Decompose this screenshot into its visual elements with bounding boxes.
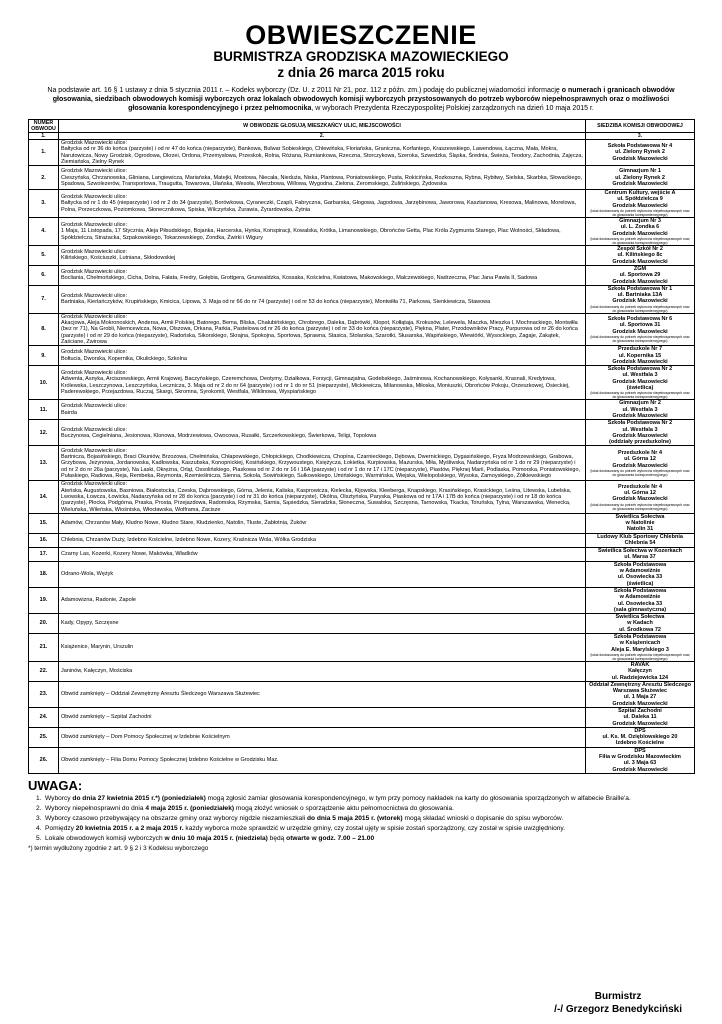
- seat-line: Filia w Grodzisku Mazowieckim: [599, 754, 681, 761]
- commission-seat: [586, 561, 695, 587]
- district-number: 1.: [29, 140, 59, 166]
- signature-name: /-/ Grzegorz Benedykciński: [554, 1004, 682, 1015]
- district-number: 5.: [29, 245, 59, 265]
- seat-line: ul. Westfala 3: [622, 426, 658, 433]
- seat-line: ul. Westfala 3: [622, 372, 658, 379]
- table-body: [29, 140, 695, 774]
- note-text: w dniu 10 maja 2015 r. (niedziela): [164, 834, 268, 842]
- table-index-row: [29, 133, 695, 140]
- district-streets-cell: [59, 513, 586, 533]
- seat-line: ul. Górna 12: [624, 489, 656, 496]
- seat-line: ul. Sportowa 29: [619, 272, 661, 279]
- district-locality: Grodzisk Mazowiecki ulice:: [61, 269, 128, 276]
- commission-seat: [586, 400, 695, 420]
- table-row: [29, 190, 695, 218]
- district-streets-cell: [59, 420, 586, 446]
- district-streets: Bocliania, Chełmońskiego, Cicha, Dolna, Fałata, Fredry, Gołębia, Grottgera, Grunwaldzka, Kossaka, Kościelna, Kwiatowa, Makowskiego, Malczewskiego, Nadrzeczna, Plac Jana Pawła II, Sadowa: [61, 275, 538, 282]
- seat-line: ul. Daleka 11: [623, 714, 657, 721]
- table-row: [29, 140, 695, 166]
- district-locality: Grodzisk Mazowiecki ulice:: [61, 426, 128, 433]
- district-streets-cell: [59, 533, 586, 547]
- district-streets: 1 Maja, 11 Listopada, 17 Stycznia, Aleja Piłsudskiego, Bojanka, Harcerska, Hynka, Konspiracji, Kowalska, Krótka, Limanowskiego, Obrońców Getta, Plac Króla Zygmunta Starego, Plac Wolności, Składowa, Spółdzielcza, Strażacka, Szpakowskiego, Tokarzewskiego, Zondka, Żwirki i Wigury: [61, 228, 561, 241]
- table-row: [29, 166, 695, 190]
- district-number: 24.: [29, 708, 59, 728]
- district-streets: Obwód zamknięty – Dom Pomocy Społecznej w Izdebnie Kościelnym: [61, 734, 230, 741]
- district-locality: Grodzisk Mazowiecki ulice:: [61, 349, 128, 356]
- table-row: [29, 446, 695, 481]
- district-streets-cell: [59, 747, 586, 773]
- seat-line: Grodzisk Mazowiecki: [612, 432, 668, 439]
- seat-line: ul. Sportowa 31: [619, 322, 661, 329]
- district-locality: Grodzisk Mazowiecki ulice:: [61, 140, 128, 146]
- note-item: [36, 814, 694, 824]
- seat-line: Szkoła Podstawowa: [613, 634, 667, 641]
- note-text: Wyborcy niepełnosprawni do dnia: [45, 804, 146, 812]
- column-header-streets: W OBWODZIE GŁOSUJĄ MIESZKAŃCY ULIC, MIEJSCOWOŚCI: [59, 120, 586, 133]
- seat-line: Przedszkole Nr 4: [617, 449, 663, 456]
- note-number: 3.: [36, 814, 42, 822]
- seat-line: Szkoła Podstawowa Nr 2: [607, 420, 673, 427]
- district-streets-cell: [59, 218, 586, 246]
- district-streets: Cieszyńska, Chrzanowska, Gliniana, Langiewicza, Mariańska, Matejki, Mostowa, Niecała, Nieduża, Niska, Plantowa, Poniatowskiego, Pusta, Rokicińska, Rozkoszna, Rybna, Rybitwy, Sielska, Skarbka, Słowackiego, Spadowa, Szwolezerów, Transportowa, Traugutta, Towarowa, Ułańska, Wesoła, Wierzbowa, Willowa, Wygodna, Zielona, Zeromskiego, Żulińskiego, Żydowska: [61, 174, 583, 187]
- district-streets-cell: [59, 708, 586, 728]
- district-number: 17.: [29, 547, 59, 561]
- district-streets: Adamowizna, Radonie, Zapole: [61, 597, 136, 604]
- footnote: *) termin wydłużony zgodnie z art. 9 § 2 i 3 Kodeksu wyborczego: [28, 844, 209, 852]
- seat-line: Gimnazjum Nr 2: [619, 400, 661, 407]
- note-number: 4.: [36, 824, 42, 832]
- note-number: 1.: [36, 794, 42, 802]
- commission-seat: [586, 190, 695, 218]
- seat-line: Grodzisk Mazowiecki: [612, 358, 668, 365]
- seat-line: ul. Marsa 37: [624, 554, 656, 561]
- seat-line: Ludowy Klub Sportowy Chlebnia: [597, 533, 683, 540]
- district-streets: Bołtucia, Dworska, Kopernika, Okulickiego, Szkolna: [61, 355, 187, 362]
- district-locality: Grodzisk Mazowiecki ulice:: [61, 403, 128, 410]
- district-streets-cell: [59, 400, 586, 420]
- district-streets: Obwód zamknięty – Filia Domu Pomocy Społecznej Izdebno Kościelne w Grodzisku Maz.: [61, 757, 279, 764]
- district-streets: Czarny Las, Kozerki, Kozery Nowe, Makówka, Władków: [61, 551, 198, 558]
- district-number: 11.: [29, 400, 59, 420]
- district-streets-cell: [59, 346, 586, 366]
- district-streets-cell: [59, 681, 586, 707]
- seat-line: ul. Bartniaka 13A: [617, 292, 663, 299]
- table-row: [29, 547, 695, 561]
- district-streets: Bałtycka od nr 1 do 45 (nieparzyste) i od nr 2 do 34 (parzyste), Borówkowa, Cyraneczki, Czapli, Fabryczna, Garbarska, Głogowa, Jagodowa, Jarzębinowa, Jaworowa, Kasztanowa, Kresowa, Malinowa, Morelowa, Polna, Porzeczkowa, Poziomkowa, Słonecznikowa, Spiska, Wilczyńska, Żurawia, Żyrardowska, Żytnia: [61, 200, 577, 213]
- note-text: Pomiędzy: [45, 824, 76, 832]
- table-row: [29, 747, 695, 773]
- column-index-2: 2.: [59, 133, 586, 140]
- district-number: 9.: [29, 346, 59, 366]
- seat-line: Grodzisk Mazowiecki: [612, 278, 668, 285]
- commission-seat: [586, 140, 695, 166]
- district-streets-cell: [59, 481, 586, 513]
- note-text: Lokale obwodowych komisji wyborczych: [45, 834, 165, 842]
- table-row: [29, 346, 695, 366]
- seat-line: Gimnazjum Nr 3: [619, 218, 661, 225]
- notice-date: z dnia 26 marca 2015 roku: [277, 65, 445, 80]
- district-streets-cell: [59, 366, 586, 400]
- seat-line: ul. Spółdzielcza 9: [617, 196, 663, 203]
- district-streets-cell: [59, 561, 586, 587]
- seat-line: ul. L. Zondka 6: [620, 224, 660, 231]
- signature-block: [554, 990, 682, 1016]
- district-streets: Obwód zamknięty – Oddział Zewnętrzny Aresztu Śledczego Warszawa Służewiec: [61, 691, 260, 698]
- district-streets-cell: [59, 285, 586, 313]
- note-text: mogą składać wnioski o dopisanie do spisu wyborców.: [402, 814, 564, 822]
- seat-line: Oddział Zewnętrzny Aresztu Śledczego: [589, 681, 691, 688]
- seat-line: Chlebnia 54: [624, 540, 656, 547]
- note-text: 4 maja 2015 r. (poniedziałek): [145, 804, 235, 812]
- district-streets: Książenice, Marynin, Urszulin: [61, 644, 134, 651]
- district-locality: Grodzisk Mazowiecki ulice:: [61, 447, 128, 454]
- district-number: 19.: [29, 587, 59, 613]
- district-streets: Kilińskiego, Kościuszki, Lutniana, Skłodowskiej: [61, 255, 176, 262]
- district-streets: Odrano-Wola, Wężyk: [61, 571, 114, 578]
- seat-line: ul. Kilińskiego 8c: [617, 252, 663, 259]
- table-row: [29, 481, 695, 513]
- seat-line: Kałęczyn: [628, 668, 652, 675]
- district-streets-cell: [59, 614, 586, 634]
- seat-line: w Kadach: [627, 620, 653, 627]
- commission-seat: [586, 533, 695, 547]
- column-header-number: NUMER OBWODU: [29, 120, 59, 133]
- notice-issuer: BURMISTRZA GRODZISKA MAZOWIECKIEGO: [213, 49, 509, 64]
- table-row: [29, 708, 695, 728]
- seat-line: Grodzisk Mazowiecki: [612, 720, 668, 727]
- seat-line: w Natolinie: [625, 520, 655, 527]
- district-locality: Grodzisk Mazowiecki ulice:: [61, 194, 128, 201]
- district-streets-cell: [59, 547, 586, 561]
- note-text: mogą zgłosić zamiar głosowania korespondencyjnego, w tym przy pomocy nakładek na karty do głosowania sporządzonych w alfabecie Braille'a.: [205, 794, 631, 802]
- commission-seat: [586, 285, 695, 313]
- note-text: mogą złożyć wniosek o sporządzenie aktu pełnomocnictwa do głosowania.: [234, 804, 454, 812]
- district-number: 13.: [29, 446, 59, 481]
- notes-title: UWAGA:: [28, 777, 83, 793]
- seat-line: Szkoła Podstawowa: [613, 561, 667, 568]
- seat-line: (świetlica): [626, 385, 654, 392]
- commission-seat: [586, 366, 695, 400]
- seat-line: (oddziały przedszkolne): [608, 439, 672, 446]
- table-row: [29, 265, 695, 285]
- district-streets-cell: [59, 634, 586, 662]
- seat-line: ul. Górna 12: [624, 456, 656, 463]
- commission-seat: [586, 218, 695, 246]
- seat-line: Gimnazjum Nr 1: [619, 168, 661, 175]
- accessibility-note: (lokal dostosowany do potrzeb wyborców niepełnosprawnych oraz do głosowania korespondencyjnego): [590, 391, 690, 400]
- commission-seat: [586, 708, 695, 728]
- district-locality: Grodzisk Mazowiecki ulice:: [61, 481, 128, 488]
- notes-list: [36, 794, 694, 844]
- note-text: będą: [267, 834, 287, 842]
- district-number: 21.: [29, 634, 59, 662]
- district-streets: Bairda: [61, 409, 77, 416]
- district-number: 14.: [29, 481, 59, 513]
- district-streets-cell: [59, 166, 586, 190]
- district-number: 25.: [29, 727, 59, 747]
- seat-line: Grodzisk Mazowiecki: [612, 258, 668, 265]
- seat-line: Izdebno Kościelne: [615, 740, 665, 747]
- seat-line: Szkoła Podstawowa Nr 1: [607, 285, 673, 292]
- commission-seat: [586, 681, 695, 707]
- seat-line: Grodzisk Mazowiecki: [612, 378, 668, 385]
- commission-seat: [586, 265, 695, 285]
- district-number: 15.: [29, 513, 59, 533]
- seat-line: Przedszkole Nr 7: [617, 346, 663, 353]
- district-streets: Chlebnia, Chrzanów Duży, Izdebno Kościelne, Izdebno Nowe, Kozery, Kraśnicza Wola, Wólka Grodziska: [61, 537, 316, 544]
- seat-line: w Adamowiźnie: [619, 594, 661, 601]
- seat-line: ul. 1 Maja 27: [623, 694, 657, 701]
- district-number: 18.: [29, 561, 59, 587]
- district-streets-cell: [59, 313, 586, 345]
- district-locality: Grodzisk Mazowiecki ulice:: [61, 222, 128, 229]
- commission-seat: [586, 245, 695, 265]
- district-streets: Obwód zamknięty – Szpital Zachodni: [61, 714, 152, 721]
- districts-table: [28, 119, 695, 774]
- accessibility-note: (lokal dostosowany do potrzeb wyborców niepełnosprawnych oraz do głosowania korespondencyjnego): [590, 236, 690, 245]
- table-row: [29, 661, 695, 681]
- district-streets-cell: [59, 190, 586, 218]
- district-streets-cell: [59, 727, 586, 747]
- seat-line: Grodzisk Mazowiecki: [612, 462, 668, 469]
- table-row: [29, 245, 695, 265]
- district-locality: Grodzisk Mazowiecki ulice:: [61, 249, 128, 256]
- seat-line: DPS: [634, 747, 646, 754]
- commission-seat: [586, 634, 695, 662]
- seat-line: Zespół Szkół Nr 2: [617, 245, 663, 252]
- seat-line: Szkoła Podstawowa: [613, 587, 667, 594]
- district-number: 3.: [29, 190, 59, 218]
- seat-line: Świetlica Sołectwa w Kozerkach: [597, 547, 683, 554]
- seat-line: Grodzisk Mazowiecki: [612, 155, 668, 162]
- note-item: [36, 794, 694, 804]
- district-number: 4.: [29, 218, 59, 246]
- district-streets-cell: [59, 446, 586, 481]
- accessibility-note: (lokal dostosowany do potrzeb wyborców niepełnosprawnych oraz do głosowania korespondencyjnego): [590, 502, 690, 511]
- seat-line: ul. Westfala 3: [622, 406, 658, 413]
- seat-line: Szpital Zachodni: [618, 708, 662, 714]
- note-text: każdy wyborca może sprawdzić w urzędzie gminy, czy został ujęty w spisie zostań sporządzony, czy został w spisie uwzględniony.: [183, 824, 566, 832]
- note-text: do dnia 27 kwietnia 2015 r.*) (poniedziałek): [72, 794, 206, 802]
- district-locality: Grodzisk Mazowiecki ulice:: [61, 370, 128, 377]
- note-item: [36, 804, 694, 814]
- seat-line: Szkoła Podstawowa Nr 6: [607, 316, 673, 323]
- district-streets: Ateńska, Augustowska, Basniowa, Białostocka, Czeska, Dąbrowskiego, Górna, Jelenia, Kaliska, Kasprowicza, Kielecka, Kijowska, Kleeberga, Knapskiego, Krasińskiego, Krasickiego, Leśna, Litewska, Lubelska, Lwowska, Łowcza, Łowicka, Nadarzyńska od nr 28 do końca (parzyste) i od nr 31 do końca (nieparzyste), Okólna, Olsztyńska, Paryska, Piaskowa od nr 17A i 17B do końca (nieparzyste) i od nr 18 do końca (parzyste), Płocka, Podgórna, Praska, Prosta, Przejazdowa, Radomska, Rzymska, Sarnia, Sąsiedzka, Sieradzka, Słoneczna, Suwalska, Szczęsna, Tarnowska, Tkacka, Toruńska, Tylna, Warszawska, Wenecka, Wieluńska, Wileńska, Wiośniska, Włocławska, Wolframa, Zacisze: [61, 487, 572, 513]
- column-index-1: 1.: [29, 133, 59, 140]
- seat-line: Warszawa Służewiec: [612, 688, 668, 695]
- note-text: otwarte w godz. 7.00 – 21.00: [286, 834, 375, 842]
- note-number: 2.: [36, 804, 42, 812]
- seat-line: Przedszkole Nr 4: [617, 483, 663, 490]
- commission-seat: [586, 513, 695, 533]
- commission-seat: [586, 747, 695, 773]
- table-row: [29, 400, 695, 420]
- commission-seat: [586, 313, 695, 345]
- seat-line: ZGM: [633, 265, 647, 272]
- accessibility-note: (lokal dostosowany do potrzeb wyborców niepełnosprawnych oraz do głosowania korespondencyjnego): [590, 209, 690, 218]
- intro-paragraph: [34, 86, 688, 113]
- seat-line: Natolin 31: [626, 526, 654, 533]
- seat-line: Grodzisk Mazowiecki: [612, 202, 668, 209]
- seat-line: Grodzisk Mazowiecki: [612, 700, 668, 707]
- seat-line: ul. Osowiecka 33: [617, 600, 663, 607]
- accessibility-note: (lokal dostosowany do potrzeb wyborców niepełnosprawnych oraz do głosowania korespondencyjnego): [590, 304, 690, 313]
- district-streets: Bałtycka od nr 36 do końca (parzyste) i od nr 47 do końca (nieparzyste), Bankowa, Bulwar Sobieskiego, Chlewińska, Floriańska, Graniczna, Korfantego, Kraszewskiego, Lawendowa, Łączna, Mała, Mokra, Narutowicza, Nowy Grodzisk, Ogrodowa, Okrzei, Ordona, Przemysłowa, Przeskok, Rolna, Różana, Rumiankowa, Rzeczna, Storczykowa, Szeroka, Szwedzka, Śląska, Średnia, Świeża, Teodory, Zachodnia, Zajęcza, Ziemiańska, Zielny Rynek: [61, 146, 583, 165]
- district-streets: Adwenta, Asnyka, Arciszewskiego, Armii Krajowej, Baczyńskiego, Czeremchowa, Deotymy, Działkowa, Forsycji, Gimnazjalna, Godebskiego, Jaśminowa, Kochanowskiego, Kołysanki, Krasnali, Kredytowa, Królewska, Leszczynowa, Leszczyńska, Lecznicza, 3. Maja od nr 2 do nr 64 (parzyste) i od nr 1 do nr 51 (nieparzyste), Mickiewicza, Milanowska, Miłoska, Moniuszki, Obrońców Pokoju, Orzeszkowej, Osieckiej, Paderewskiego, Przejazdowa, Ruczaj, Skargi, Skromna, Syrokomli, Westfala, Wiklinowa, Wyspiańskiego: [61, 376, 570, 396]
- commission-seat: [586, 614, 695, 634]
- district-streets-cell: [59, 245, 586, 265]
- signature-role: Burmistrz: [594, 991, 642, 1002]
- commission-seat: [586, 481, 695, 513]
- commission-seat: [586, 661, 695, 681]
- district-streets: Kady, Opypy, Szczęsne: [61, 620, 119, 627]
- table-row: [29, 614, 695, 634]
- seat-line: RAVAK: [630, 661, 650, 668]
- district-number: 8.: [29, 313, 59, 345]
- district-streets: Adamów, Chrzanów Mały, Kłudno Nowe, Kłudno Stare, Kłudzienko, Natolin, Tłuste, Żabłotnia, Żuków: [61, 520, 307, 527]
- commission-seat: [586, 547, 695, 561]
- district-number: 7.: [29, 285, 59, 313]
- note-text: Wyborcy: [45, 794, 73, 802]
- commission-seat: [586, 587, 695, 613]
- seat-line: w Adamowiźnie: [619, 568, 661, 575]
- commission-seat: [586, 346, 695, 366]
- district-streets: Akacjowa, Aleja Mokronoskich, Andersa, Armii Polskiej, Batorego, Bema, Bliska, Chałubińskiego, Chrobrego, Daleka, Dąbrówki, Kłopot, Kołłątaja, Krokusów, Lelewela, Maczka, Mieszka I, Mochnackiego, Montwiłła (bez nr 71), Na Grobli, Niemcewicza, Nowa, Olszowa, Orkana, Parkia, Pastelowa od nr 26 do końca (parzyste) i od nr 33 do końca (nieparzyste), Piękna, Plater, Przodowników Pracy, Purpurowa od nr 26 do końca (parzyste) i od nr 29 do końca (nieparzyste), Radońska, Sikorskiego, Skrajna, Spokojna, Sportowa, Sprawna, Stasica, Stolarska, Szarotki, Słusarska, Wapińskiego, Wiewiórki, Wysockiego, Zagaje, Zakątek, Zaściane, Zwirowa: [61, 320, 578, 345]
- district-streets: Bucżynowa, Cegielniana, Jesionowa, Klonowa, Modrzewiowa, Owocowa, Rusałki, Szczerkowskiego, Świerkowa, Teligi, Topolowa: [61, 432, 377, 439]
- district-streets-cell: [59, 265, 586, 285]
- seat-line: DPS: [634, 727, 646, 734]
- table-row: [29, 285, 695, 313]
- note-number: 5.: [36, 834, 42, 842]
- table-row: [29, 634, 695, 662]
- note-text: do dnia 5 maja 2015 r. (wtorek): [306, 814, 403, 822]
- seat-line: Aleja E. Marylskiego 3: [611, 646, 669, 653]
- commission-seat: [586, 420, 695, 446]
- table-row: [29, 513, 695, 533]
- seat-line: (świetlica): [626, 580, 654, 587]
- table-row: [29, 587, 695, 613]
- accessibility-note: (lokal dostosowany do potrzeb wyborców niepełnosprawnych oraz do głosowania korespondencyjnego): [590, 652, 690, 661]
- district-number: 6.: [29, 265, 59, 285]
- seat-line: Świetlica Sołectwa: [615, 614, 665, 621]
- district-number: 20.: [29, 614, 59, 634]
- intro-text-bold: o numerach i granicach obwodów głosowania, siedzibach obwodowych komisji wyborczych oraz lokalach obwodowych komisji wyborczych przystosowanych do potrzeb wyborców niepełnosprawnych oraz o możliwości głosowania korespondencyjnego i przez pełnomocnika: [52, 87, 675, 112]
- accessibility-note: (lokal dostosowany do potrzeb wyborców niepełnosprawnych oraz do głosowania korespondencyjnego): [590, 334, 690, 343]
- column-index-3: 3.: [586, 133, 695, 140]
- seat-line: ul. 3 Maja 63: [623, 760, 657, 767]
- seat-line: ul. Zielony Rynek 2: [615, 174, 665, 181]
- commission-seat: [586, 727, 695, 747]
- table-row: [29, 420, 695, 446]
- intro-text-2: , w wyborach Prezydenta Rzeczypospolitej Polskiej zarządzonych na dzień 10 maja 2015 r.: [311, 105, 594, 112]
- notice-title: OBWIESZCZENIE: [245, 20, 477, 50]
- commission-seat: [586, 166, 695, 190]
- seat-line: ul. Radziejowicka 124: [611, 674, 669, 681]
- seat-line: Świetlica Sołectwa: [615, 513, 665, 520]
- commission-seat: [586, 446, 695, 481]
- note-text: Wyborcy czasowo przebywający na obszarze gminy oraz wyborcy nigdzie niezamieszkali: [45, 814, 307, 822]
- seat-line: Szkoła Podstawowa Nr 2: [607, 366, 673, 373]
- seat-line: ul. Zielony Rynek 2: [615, 149, 665, 156]
- seat-line: ul. Kopernika 15: [618, 352, 662, 359]
- district-streets: Bartniaka, Kierlańczyków, Krupińskiego, Kmicica, Lipowa, 3. Maja od nr 66 do nr 74 (parzyste) i od nr 53 do końca (nieparzyste), Montwiłła 71, Parkowa, Sienkiewicza, Stawowa: [61, 299, 491, 306]
- seat-line: ul. Ks. M. Ozięblowskiego 20: [602, 734, 678, 741]
- seat-line: Centrum Kultury, wejście A: [604, 190, 676, 197]
- seat-line: Szkoła Podstawowa Nr 4: [607, 143, 673, 150]
- seat-line: ul. Osowiecka 33: [617, 574, 663, 581]
- table-row: [29, 681, 695, 707]
- table-row: [29, 313, 695, 345]
- seat-line: Grodzisk Mazowiecki: [612, 298, 668, 305]
- note-text: 20 kwietnia 2015 r. a 2 maja 2015 r.: [75, 824, 184, 832]
- district-number: 12.: [29, 420, 59, 446]
- district-number: 23.: [29, 681, 59, 707]
- note-item: [36, 824, 694, 834]
- district-number: 26.: [29, 747, 59, 773]
- district-number: 2.: [29, 166, 59, 190]
- seat-line: Grodzisk Mazowiecki: [612, 180, 668, 187]
- table-row: [29, 727, 695, 747]
- table-row: [29, 366, 695, 400]
- district-number: 10.: [29, 366, 59, 400]
- district-locality: Grodzisk Mazowiecki ulice:: [61, 168, 128, 175]
- seat-line: Grodzisk Mazowiecki: [612, 412, 668, 419]
- table-row: [29, 533, 695, 547]
- note-item: [36, 834, 694, 844]
- district-streets: Janinów, Kałęczyn, Mościska: [61, 668, 133, 675]
- seat-line: Grodzisk Mazowiecki: [612, 766, 668, 773]
- district-streets-cell: [59, 587, 586, 613]
- district-number: 16.: [29, 533, 59, 547]
- district-streets-cell: [59, 140, 586, 166]
- seat-line: w Książenicach: [619, 640, 661, 647]
- district-locality: Grodzisk Mazowiecki ulice:: [61, 293, 128, 299]
- column-header-seat: SIEDZIBA KOMISJI OBWODOWEJ: [586, 120, 695, 133]
- seat-line: ul. Środkowa 72: [619, 626, 661, 633]
- table-row: [29, 218, 695, 246]
- table-header-row: [29, 120, 695, 133]
- seat-line: Grodzisk Mazowiecki: [612, 230, 668, 237]
- accessibility-note: (lokal dostosowany do potrzeb wyborców niepełnosprawnych oraz do głosowania korespondencyjnego): [590, 468, 690, 477]
- district-streets: Bartnicza, Bojasińskiego, Braci Okuniów, Brzozowa, Chełmińska, Chłapowskiego, Chłopickiego, Chodkiewicza, Chopina, Czarnieckiego, Dębowa, Dwernickiego, Dygasińskiego, Fryza Modrzewskiego, Grabowa, Grzybowa, Jeżynowa, Jordanowska, Kadłowska, Kaszubska, Konopnickiej, Kosińskiego, Krzywoustego, Księżycza, Łokietka, Kurpiowska, Mazurska, Miła, Myśliwska, Nadarzyńska od nr 1 do nr 29 (nieparzyste) i od nr 2 do nr 26a (parzyste), Na Laski, Okrężna, Orląt, Ossolińskiego, Piaskowa od nr 2 do nr 16 i 16A (parzyste) i od nr 1 do nr 17 i 17C (nieparzyste), Piastów, Pięknej Marii, Podlaska, Pomorska, Poniatowskiego, Pułaskiego, Radiowa, Reja, Rembeka, Reymonta, Rzemieślnicza, Sienna, Sokola, Sowińskiego, Sułkowskiego, Umińskiego, Warmińska, Wiejska, Wielopolskiego, Wysoka, Zamoyskiego, Żółkiewskiego: [61, 453, 581, 479]
- seat-line: Grodzisk Mazowiecki: [612, 328, 668, 335]
- district-locality: Grodzisk Mazowiecki ulice:: [61, 313, 128, 320]
- intro-text-1: Na podstawie art. 16 § 1 ustawy z dnia 5 stycznia 2011 r. – Kodeks wyborczy (Dz. U. z 2011 Nr 21, poz. 112 z późn. zm.) podaję do publicznej wiadomości informację: [47, 87, 562, 94]
- district-number: 22.: [29, 661, 59, 681]
- district-streets-cell: [59, 661, 586, 681]
- table-row: [29, 561, 695, 587]
- seat-line: (sala gimnastyczna): [613, 606, 667, 613]
- seat-line: Grodzisk Mazowiecki: [612, 496, 668, 503]
